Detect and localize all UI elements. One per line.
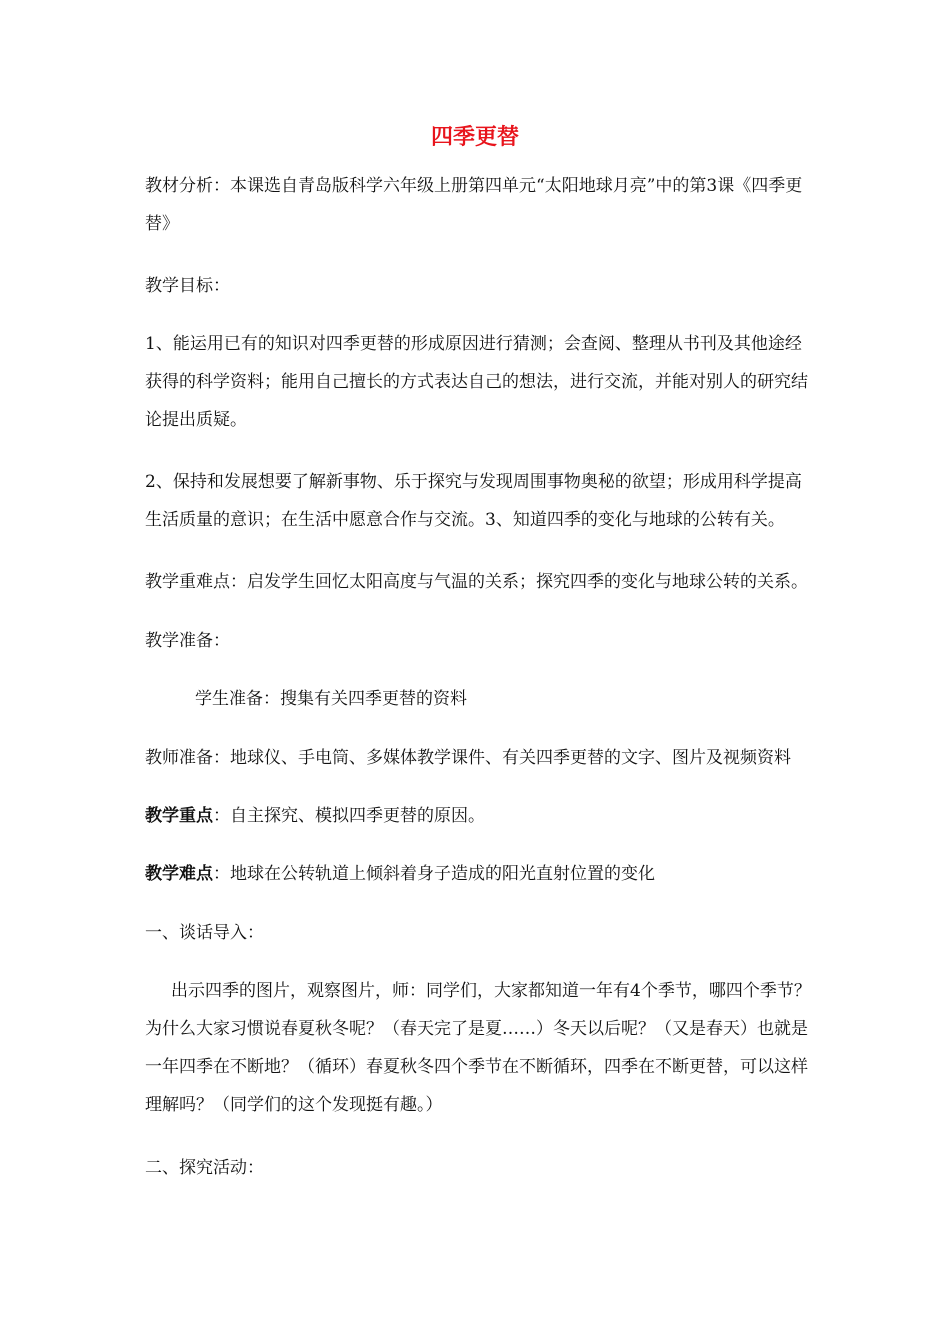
goal-1: 1、能运用已有的知识对四季更替的形成原因进行猜测；会查阅、整理从书刊及其他途经获得的科学资料；能用自己擅长的方式表达自己的想法，进行交流，并能对别人的研究结论提出质疑。 <box>145 334 808 430</box>
teacher-prep: 教师准备：地球仪、手电筒、多媒体教学课件、有关四季更替的文字、图片及视频资料 <box>145 748 791 768</box>
key-difficulty: 教学重难点：启发学生回忆太阳高度与气温的关系；探究四季的变化与地球公转的关系。 <box>145 572 808 592</box>
key-point <box>145 797 817 835</box>
intro-paragraph: 出示四季的图片，观察图片，师：同学们，大家都知道一年有4个季节，哪四个季节？为什么大家习惯说春夏秋冬呢？（春天完了是夏……）冬天以后呢？（又是春天）也就是一年四季在不断地？（循环）春夏秋冬四个季节在不断循环，四季在不断更替，可以这样理解吗？（同学们的这个发现挺有趣。） <box>145 981 811 1115</box>
goals-heading: 教学目标： <box>145 276 230 296</box>
material-analysis: 教材分析：本课选自青岛版科学六年级上册第四单元“太阳地球月亮”中的第3课《四季更替》 <box>145 176 803 234</box>
difficulty <box>145 855 817 893</box>
section-2-heading: 二、探究活动： <box>145 1158 264 1178</box>
key-point-label: 教学重点 <box>145 806 213 826</box>
page-title: 四季更替 <box>430 124 519 150</box>
difficulty-text: ：地球在公转轨道上倾斜着身子造成的阳光直射位置的变化 <box>213 864 655 884</box>
goal-2: 2、保持和发展想要了解新事物、乐于探究与发现周围事物奥秘的欲望；形成用科学提高生活质量的意识；在生活中愿意合作与交流。3、知道四季的变化与地球的公转有关。 <box>145 472 802 530</box>
difficulty-label: 教学难点 <box>145 864 213 884</box>
prep-heading: 教学准备： <box>145 631 230 651</box>
section-1-heading: 一、谈话导入： <box>145 923 264 943</box>
student-prep: 学生准备：搜集有关四季更替的资料 <box>195 689 467 709</box>
key-point-text: ：自主探究、模拟四季更替的原因。 <box>213 806 485 826</box>
